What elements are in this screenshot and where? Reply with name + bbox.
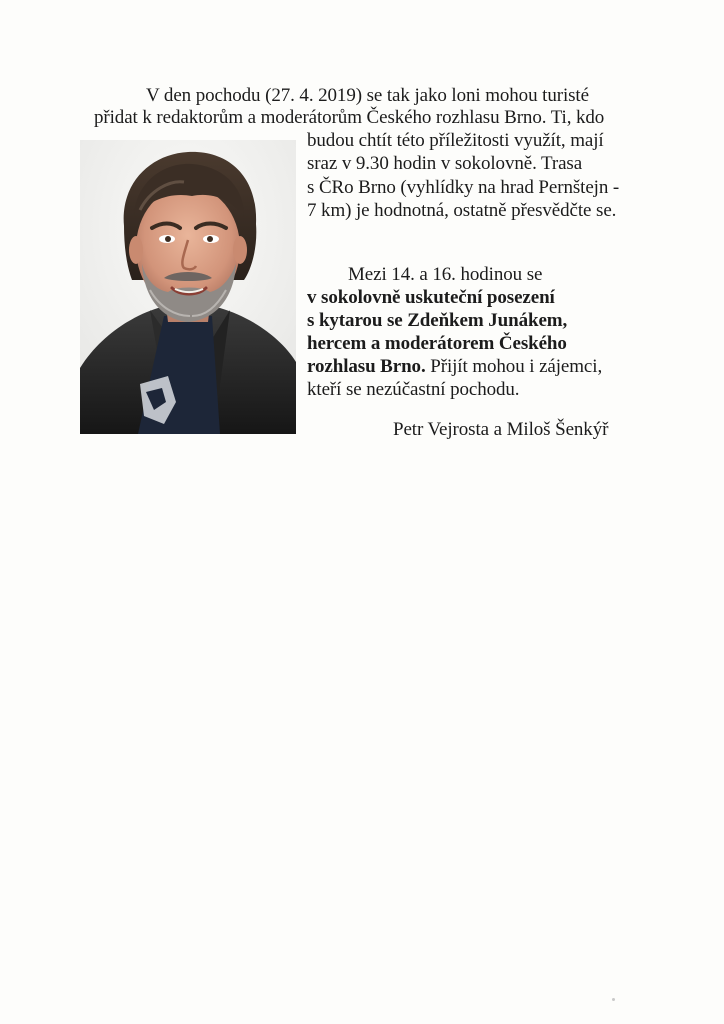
paragraph2-bold-line-3: hercem a moderátorem Českého — [307, 333, 567, 354]
portrait-photo — [80, 140, 296, 434]
paragraph2-bold-line-1: v sokolovně uskuteční posezení — [307, 287, 555, 308]
paragraph2-line-5 — [307, 355, 602, 379]
signature: Petr Vejrosta a Miloš Šenkýř — [393, 419, 609, 440]
paragraph1-line-6: 7 km) je hodnotná, ostatně přesvědčte se. — [307, 200, 617, 221]
paragraph1-line-5: s ČRo Brno (vyhlídky na hrad Pernštejn - — [307, 177, 620, 198]
paragraph2-line-6: kteří se nezúčastní pochodu. — [307, 379, 520, 400]
paragraph2-line-5-rest: Přijít mohou i zájemci, — [425, 356, 603, 377]
scan-speck — [612, 998, 615, 1001]
paragraph2-line-1: Mezi 14. a 16. hodinou se — [348, 264, 543, 285]
paragraph1-line-3: budou chtít této příležitosti využít, mají — [307, 130, 604, 151]
paragraph2-bold-line-2: s kytarou se Zdeňkem Junákem, — [307, 310, 568, 331]
portrait-photo-icon — [80, 140, 296, 434]
paragraph1-line-4: sraz v 9.30 hodin v sokolovně. Trasa — [307, 153, 583, 174]
paragraph1-line-1: V den pochodu (27. 4. 2019) se tak jako loni mohou turisté — [146, 85, 589, 106]
paragraph2-line-5-bold: rozhlasu Brno. — [307, 356, 426, 377]
paragraph1-line-2: přidat k redaktorům a moderátorům Českého rozhlasu Brno. Ti, kdo — [94, 107, 605, 128]
